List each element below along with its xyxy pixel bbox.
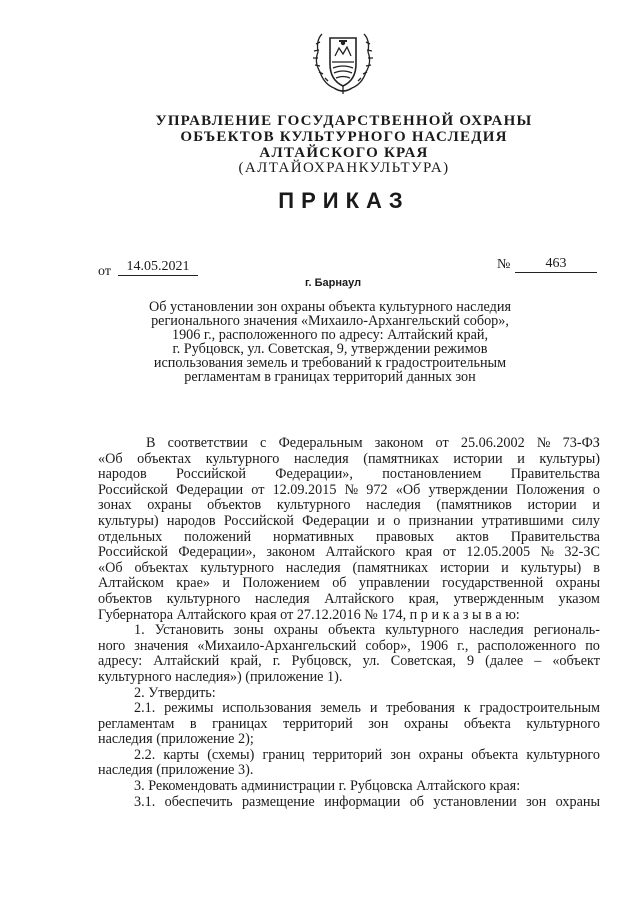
body-word: 972 (366, 481, 388, 498)
body-word: истории (440, 559, 490, 576)
body-word: информации (324, 793, 401, 810)
body-line-text: наследия (приложение 2); (98, 731, 254, 748)
body-word: истории (453, 450, 503, 467)
body-line (98, 795, 600, 811)
body-word: (памятниках (352, 559, 429, 576)
body-word: культурного (526, 715, 600, 732)
body-word: регламентам (98, 715, 175, 732)
body-word: 12.09.2015 (272, 481, 337, 498)
body-line-text: наследия (приложение 3). (98, 762, 254, 779)
body-line (98, 686, 600, 702)
body-word: обеспечить (164, 793, 233, 810)
org-name-line-1: УПРАВЛЕНИЕ ГОСУДАРСТВЕННОЙ ОХРАНЫ (155, 113, 533, 129)
body-word: от (435, 435, 449, 451)
body-line (98, 732, 600, 748)
document-number: 463 (515, 256, 597, 273)
body-word: актов (455, 528, 489, 545)
body-word: от (251, 481, 265, 498)
issue-city: г. Барнаул (305, 277, 362, 289)
body-word: законом (266, 544, 315, 561)
body-word: Федерации», (275, 466, 353, 483)
body-word: № (540, 544, 555, 561)
body-word: культурного (276, 497, 351, 514)
body-word: Положением (242, 575, 320, 592)
body-word: культурного (385, 622, 459, 639)
subject-line: г. Рубцовск, ул. Советская, 9, утверждении режимов (172, 341, 488, 357)
subject-line: использования земель и требований к градостроительным (153, 355, 507, 371)
document-subject (110, 300, 550, 384)
body-word: режимы (164, 700, 214, 717)
body-word: края (405, 544, 433, 561)
body-line (98, 763, 600, 779)
body-word: истории (527, 497, 577, 514)
body-line (98, 608, 600, 624)
body-word: охраны (555, 575, 600, 592)
body-word: объектов (207, 497, 262, 514)
body-word: охраны (273, 622, 319, 639)
body-word: и (592, 497, 600, 514)
body-word: утратившими (481, 512, 564, 529)
body-word: зоны (233, 622, 264, 639)
body-word: ул. (362, 653, 380, 670)
body-word: охраны (147, 497, 192, 514)
body-word: Рубцовск, (291, 653, 352, 670)
body-word: нормативных (273, 528, 355, 545)
body-line-text: Губернатора Алтайского края от 27.12.2016 № 174, п р и к а з ы в а ю: (98, 606, 520, 623)
body-word: Федерации (302, 512, 370, 529)
subject-line: Об установлении зон охраны объекта культурного наследия (148, 299, 511, 315)
body-word: к (463, 700, 471, 717)
body-line (98, 514, 600, 530)
body-word: от (442, 544, 456, 561)
document-body (98, 436, 600, 810)
body-word: границ (262, 746, 305, 763)
body-word: зонах (98, 497, 132, 514)
body-word: Алтайского (325, 544, 396, 561)
body-word: объекта (463, 715, 511, 732)
body-word: и (377, 512, 385, 529)
body-word: Российской (98, 544, 168, 561)
org-name-line-2: ОБЪЕКТОВ КУЛЬТУРНОГО НАСЛЕДИЯ (180, 129, 508, 145)
body-word: народов (98, 466, 147, 483)
body-word: Установить (154, 622, 224, 639)
body-word: г., (457, 637, 469, 654)
body-word: соответствии (167, 435, 248, 451)
body-word: культурного (166, 590, 241, 607)
body-word: утвержденным (453, 590, 544, 607)
body-word: культуры) (539, 450, 600, 467)
body-word: 73-ФЗ (562, 435, 600, 451)
body-word: – (534, 653, 542, 670)
body-word: Федеральным (278, 435, 363, 451)
body-line-text: 2. Утвердить: (134, 684, 216, 701)
date-label: от (98, 264, 111, 279)
body-word: наследия (293, 450, 349, 467)
number-label: № (497, 257, 511, 272)
body-word: охраны (555, 793, 600, 810)
body-line-text: культурного наследия») (приложение 1). (98, 668, 343, 685)
body-word: крае» (176, 575, 210, 592)
body-word: 1906 (419, 637, 449, 654)
body-word: объекта (328, 622, 376, 639)
body-word: карты (163, 746, 200, 763)
body-word: зон (368, 715, 389, 732)
body-word: наследия (254, 590, 310, 607)
coat-of-arms-emblem (310, 28, 376, 98)
body-line (98, 748, 600, 764)
body-word: «Об (98, 450, 123, 467)
body-word: Правительства (510, 466, 600, 483)
body-word: культурного (526, 746, 600, 763)
subject-line: регионального значения «Михаило-Архангельский собор», (151, 313, 509, 329)
body-word: «Михаило-Архангельский (197, 637, 357, 654)
body-word: наследия (468, 622, 524, 639)
body-word: культуры) (520, 559, 582, 576)
body-word: объектах (137, 450, 192, 467)
body-word: территорий (312, 746, 383, 763)
body-word: зон (526, 793, 547, 810)
body-word: 25.06.2002 (460, 435, 525, 451)
body-line (98, 452, 600, 468)
body-line (98, 639, 600, 655)
body-word: Алтайский (153, 653, 220, 670)
body-word: № (344, 481, 359, 498)
body-word: правовых (376, 528, 435, 545)
body-word: Алтайского (324, 590, 394, 607)
body-word: (далее (485, 653, 524, 670)
body-word: управлении (358, 575, 430, 592)
body-word: Федерации», (178, 544, 256, 561)
subject-line: 1906 г., расположенного по адресу: Алтайский край, (171, 327, 489, 343)
body-word: земель (320, 700, 361, 717)
body-line (98, 779, 600, 795)
body-word: о (393, 512, 401, 529)
document-date: 14.05.2021 (118, 259, 198, 276)
body-word: культурного (205, 450, 280, 467)
org-short-name: (АЛТАЙОХРАНКУЛЬТУРА) (238, 160, 450, 176)
body-word: границах (212, 715, 268, 732)
body-word: 9 (466, 653, 475, 670)
body-line (98, 561, 600, 577)
body-line (98, 483, 600, 499)
org-name-line-3: АЛТАЙСКОГО КРАЯ (259, 145, 429, 161)
body-word: край, (230, 653, 262, 670)
body-word: об (332, 575, 347, 592)
body-word: Российской (98, 481, 168, 498)
body-word: края, (408, 590, 439, 607)
body-word: г. (272, 653, 281, 670)
body-word: культурного (200, 559, 275, 576)
body-word: (схемы) (207, 746, 255, 763)
document-title: ПРИКАЗ (278, 188, 410, 213)
body-word: региональ- (533, 622, 600, 639)
body-word: государственной (442, 575, 544, 592)
body-word: с (260, 435, 267, 451)
body-word: Советская, (390, 653, 456, 670)
body-word: «Об (98, 559, 123, 576)
body-line (98, 623, 600, 639)
body-line (98, 467, 600, 483)
body-word: о (592, 481, 600, 498)
body-word: «объект (552, 653, 600, 670)
body-word: Алтайском (98, 575, 164, 592)
body-word: адресу: (98, 653, 143, 670)
body-word: охраны (418, 746, 464, 763)
body-word: использования (222, 700, 312, 717)
body-word: установлении (433, 793, 517, 810)
body-word: по (585, 637, 600, 654)
body-word: ного (98, 637, 126, 654)
body-word: постановлением (382, 466, 482, 483)
body-word: и (222, 575, 230, 592)
body-line (98, 498, 600, 514)
body-word: расположенного (477, 637, 577, 654)
body-line (98, 670, 600, 686)
body-word: градостроительным (479, 700, 600, 717)
body-word: охраны (403, 715, 449, 732)
body-word: объектах (134, 559, 189, 576)
body-line (98, 436, 600, 452)
body-word: 1. (134, 622, 145, 639)
body-word: Российской (223, 512, 294, 529)
body-word: в (189, 715, 197, 732)
body-word: объекта (471, 746, 519, 763)
body-word: отдельных (98, 528, 163, 545)
body-word: значения (134, 637, 189, 654)
body-word: культуры) (98, 512, 159, 529)
body-word: «Об (395, 481, 421, 498)
body-word: 2.2. (134, 746, 156, 763)
body-word: народов (166, 512, 216, 529)
body-word: законом (374, 435, 424, 451)
body-line (98, 592, 600, 608)
body-word: территорий (283, 715, 353, 732)
body-word: наследия (285, 559, 341, 576)
body-word: утверждении (428, 481, 508, 498)
body-line (98, 717, 600, 733)
body-word: (памятниках (363, 450, 439, 467)
body-word: Положения (516, 481, 585, 498)
body-word: собор», (365, 637, 411, 654)
body-word: силу (571, 512, 600, 529)
body-word: указом (558, 590, 600, 607)
body-word: и (517, 450, 525, 467)
body-line-text: 3. Рекомендовать администрации г. Рубцовска Алтайского края: (134, 778, 521, 795)
body-word: и (369, 700, 378, 717)
body-word: в (593, 559, 600, 576)
subject-line: регламентам в границах территорий данных зон (184, 369, 476, 385)
body-word: Федерации (176, 481, 244, 498)
body-word: зон (390, 746, 411, 763)
body-word: требования (386, 700, 455, 717)
body-line (98, 530, 600, 546)
body-word: и (501, 559, 509, 576)
body-line (98, 654, 600, 670)
body-word: наследия (366, 497, 421, 514)
body-word: Правительства (510, 528, 600, 545)
body-word: признании (408, 512, 474, 529)
body-word: 3.1. (134, 793, 156, 810)
body-word: 12.05.2005 (466, 544, 531, 561)
body-word: Российской (176, 466, 246, 483)
body-line (98, 545, 600, 561)
body-line (98, 701, 600, 717)
body-word: В (146, 435, 156, 451)
body-word: об (409, 793, 425, 810)
body-line (98, 576, 600, 592)
body-word: 2.1. (134, 700, 156, 717)
body-word: (памятников (436, 497, 512, 514)
body-word: объектов (98, 590, 153, 607)
body-word: размещение (241, 793, 315, 810)
body-word: 32-ЗС (564, 544, 600, 561)
body-word: положений (184, 528, 252, 545)
body-word: № (536, 435, 551, 451)
